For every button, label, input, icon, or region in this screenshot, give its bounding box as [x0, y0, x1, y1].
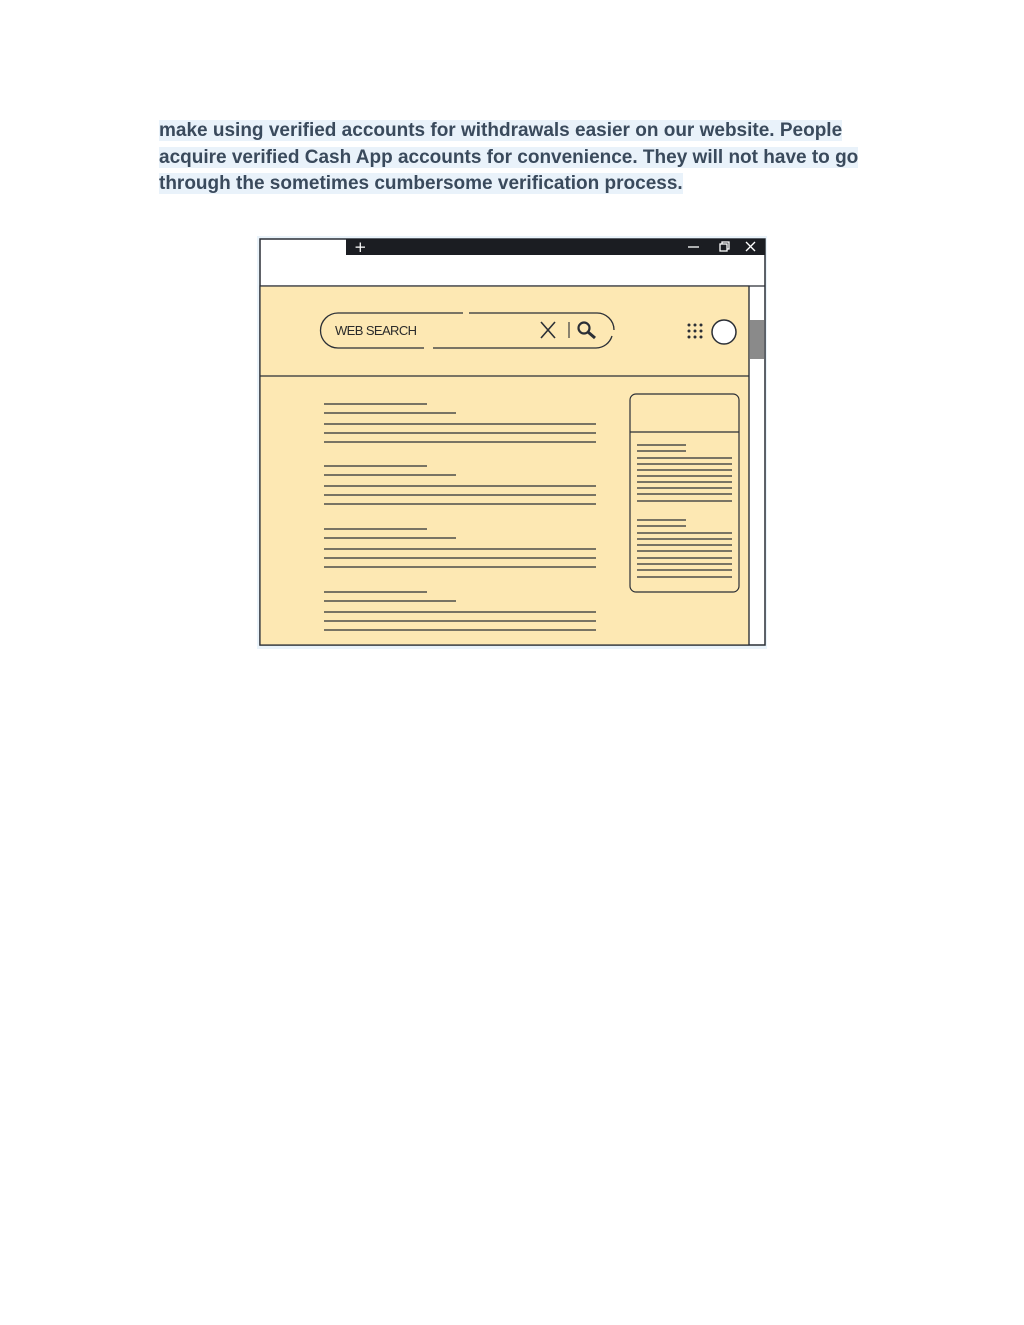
browser-illustration-svg — [257, 236, 767, 649]
paragraph-line-1: make using verified accounts for withdrawals easier on our website. People — [159, 120, 843, 141]
browser-illustration — [257, 236, 767, 649]
paragraph-line-2: acquire verified Cash App accounts for convenience. They will not have to go — [159, 146, 859, 168]
scrollbar-thumb — [750, 320, 764, 359]
paragraph-line-3: through the sometimes cumbersome verification process. — [159, 173, 683, 194]
plus-icon: + — [354, 238, 367, 256]
browser-titlebar — [346, 239, 765, 255]
apps-grid-icon — [688, 324, 703, 339]
search-placeholder: WEB SEARCH — [335, 323, 417, 338]
document-paragraph — [159, 118, 904, 198]
profile-avatar-icon — [712, 320, 736, 344]
